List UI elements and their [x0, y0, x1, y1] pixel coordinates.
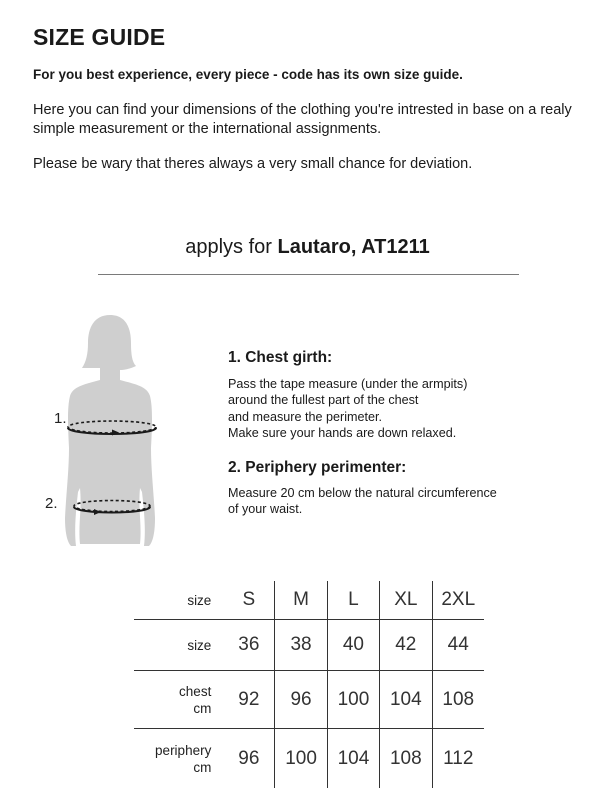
header-label: size	[187, 592, 212, 608]
table-cell: 100	[327, 671, 379, 729]
table-row	[134, 620, 484, 671]
row-label-line: size	[187, 637, 212, 653]
page-title: SIZE GUIDE	[33, 24, 166, 50]
size-col-s: S	[242, 589, 256, 610]
table-cell: 44	[432, 620, 484, 671]
table-cell: 108	[432, 671, 484, 729]
periphery-marker-label: 2.	[45, 495, 58, 512]
table-cell: 38	[275, 620, 327, 671]
instruction-line: around the fullest part of the chest	[228, 393, 419, 408]
table-cell: 96	[275, 671, 327, 729]
periphery-perimeter-instructions	[228, 485, 548, 518]
table-header-row	[134, 581, 484, 620]
size-col-m: M	[275, 581, 327, 620]
product-applies-line	[0, 236, 600, 259]
divider	[98, 274, 519, 275]
lead-text: For you best experience, every piece - code has its own size guide.	[33, 67, 463, 82]
periphery-perimeter-title: 2. Periphery perimenter:	[228, 459, 407, 476]
size-col-l: L	[327, 581, 379, 620]
row-label-unit: cm	[193, 700, 212, 716]
row-label-line: chest	[179, 683, 212, 699]
applys-prefix: applys for	[185, 236, 278, 258]
chest-girth-instructions	[228, 376, 548, 441]
table-cell: 92	[223, 671, 275, 729]
size-col-2xl: 2XL	[432, 581, 484, 620]
table-cell: 112	[432, 729, 484, 789]
row-label	[134, 729, 223, 789]
table-cell: 104	[327, 729, 379, 789]
row-label	[134, 620, 223, 671]
row-label	[134, 671, 223, 729]
size-table	[134, 581, 484, 788]
table-cell: 96	[223, 729, 275, 789]
intro-paragraph: Here you can find your dimensions of the clothing you're intrested in base on a realy simple measurement or the international assignments.	[33, 102, 572, 137]
table-cell: 108	[380, 729, 432, 789]
table-cell: 42	[380, 620, 432, 671]
table-cell: 36	[223, 620, 275, 671]
table-row	[134, 671, 484, 729]
chest-girth-title: 1. Chest girth:	[228, 349, 333, 366]
instruction-line: Measure 20 cm below the natural circumference	[228, 486, 497, 500]
row-label-line: periphery	[155, 742, 212, 758]
row-label-unit: cm	[193, 759, 212, 775]
woman-silhouette-icon	[40, 310, 180, 550]
instruction-line: Pass the tape measure (under the armpits)	[228, 377, 468, 391]
table-cell: 100	[275, 729, 327, 789]
table-row	[134, 729, 484, 789]
instruction-line: and measure the perimeter.	[228, 409, 383, 424]
instruction-line: of your waist.	[228, 502, 303, 517]
chest-marker-label: 1.	[54, 410, 67, 427]
table-cell: 104	[380, 671, 432, 729]
size-col-xl: XL	[380, 581, 432, 620]
product-name: Lautaro, AT1211	[277, 236, 430, 258]
table-cell: 40	[327, 620, 379, 671]
instruction-line: Make sure your hands are down relaxed.	[228, 425, 457, 440]
deviation-note: Please be wary that theres always a very small chance for deviation.	[33, 156, 473, 172]
